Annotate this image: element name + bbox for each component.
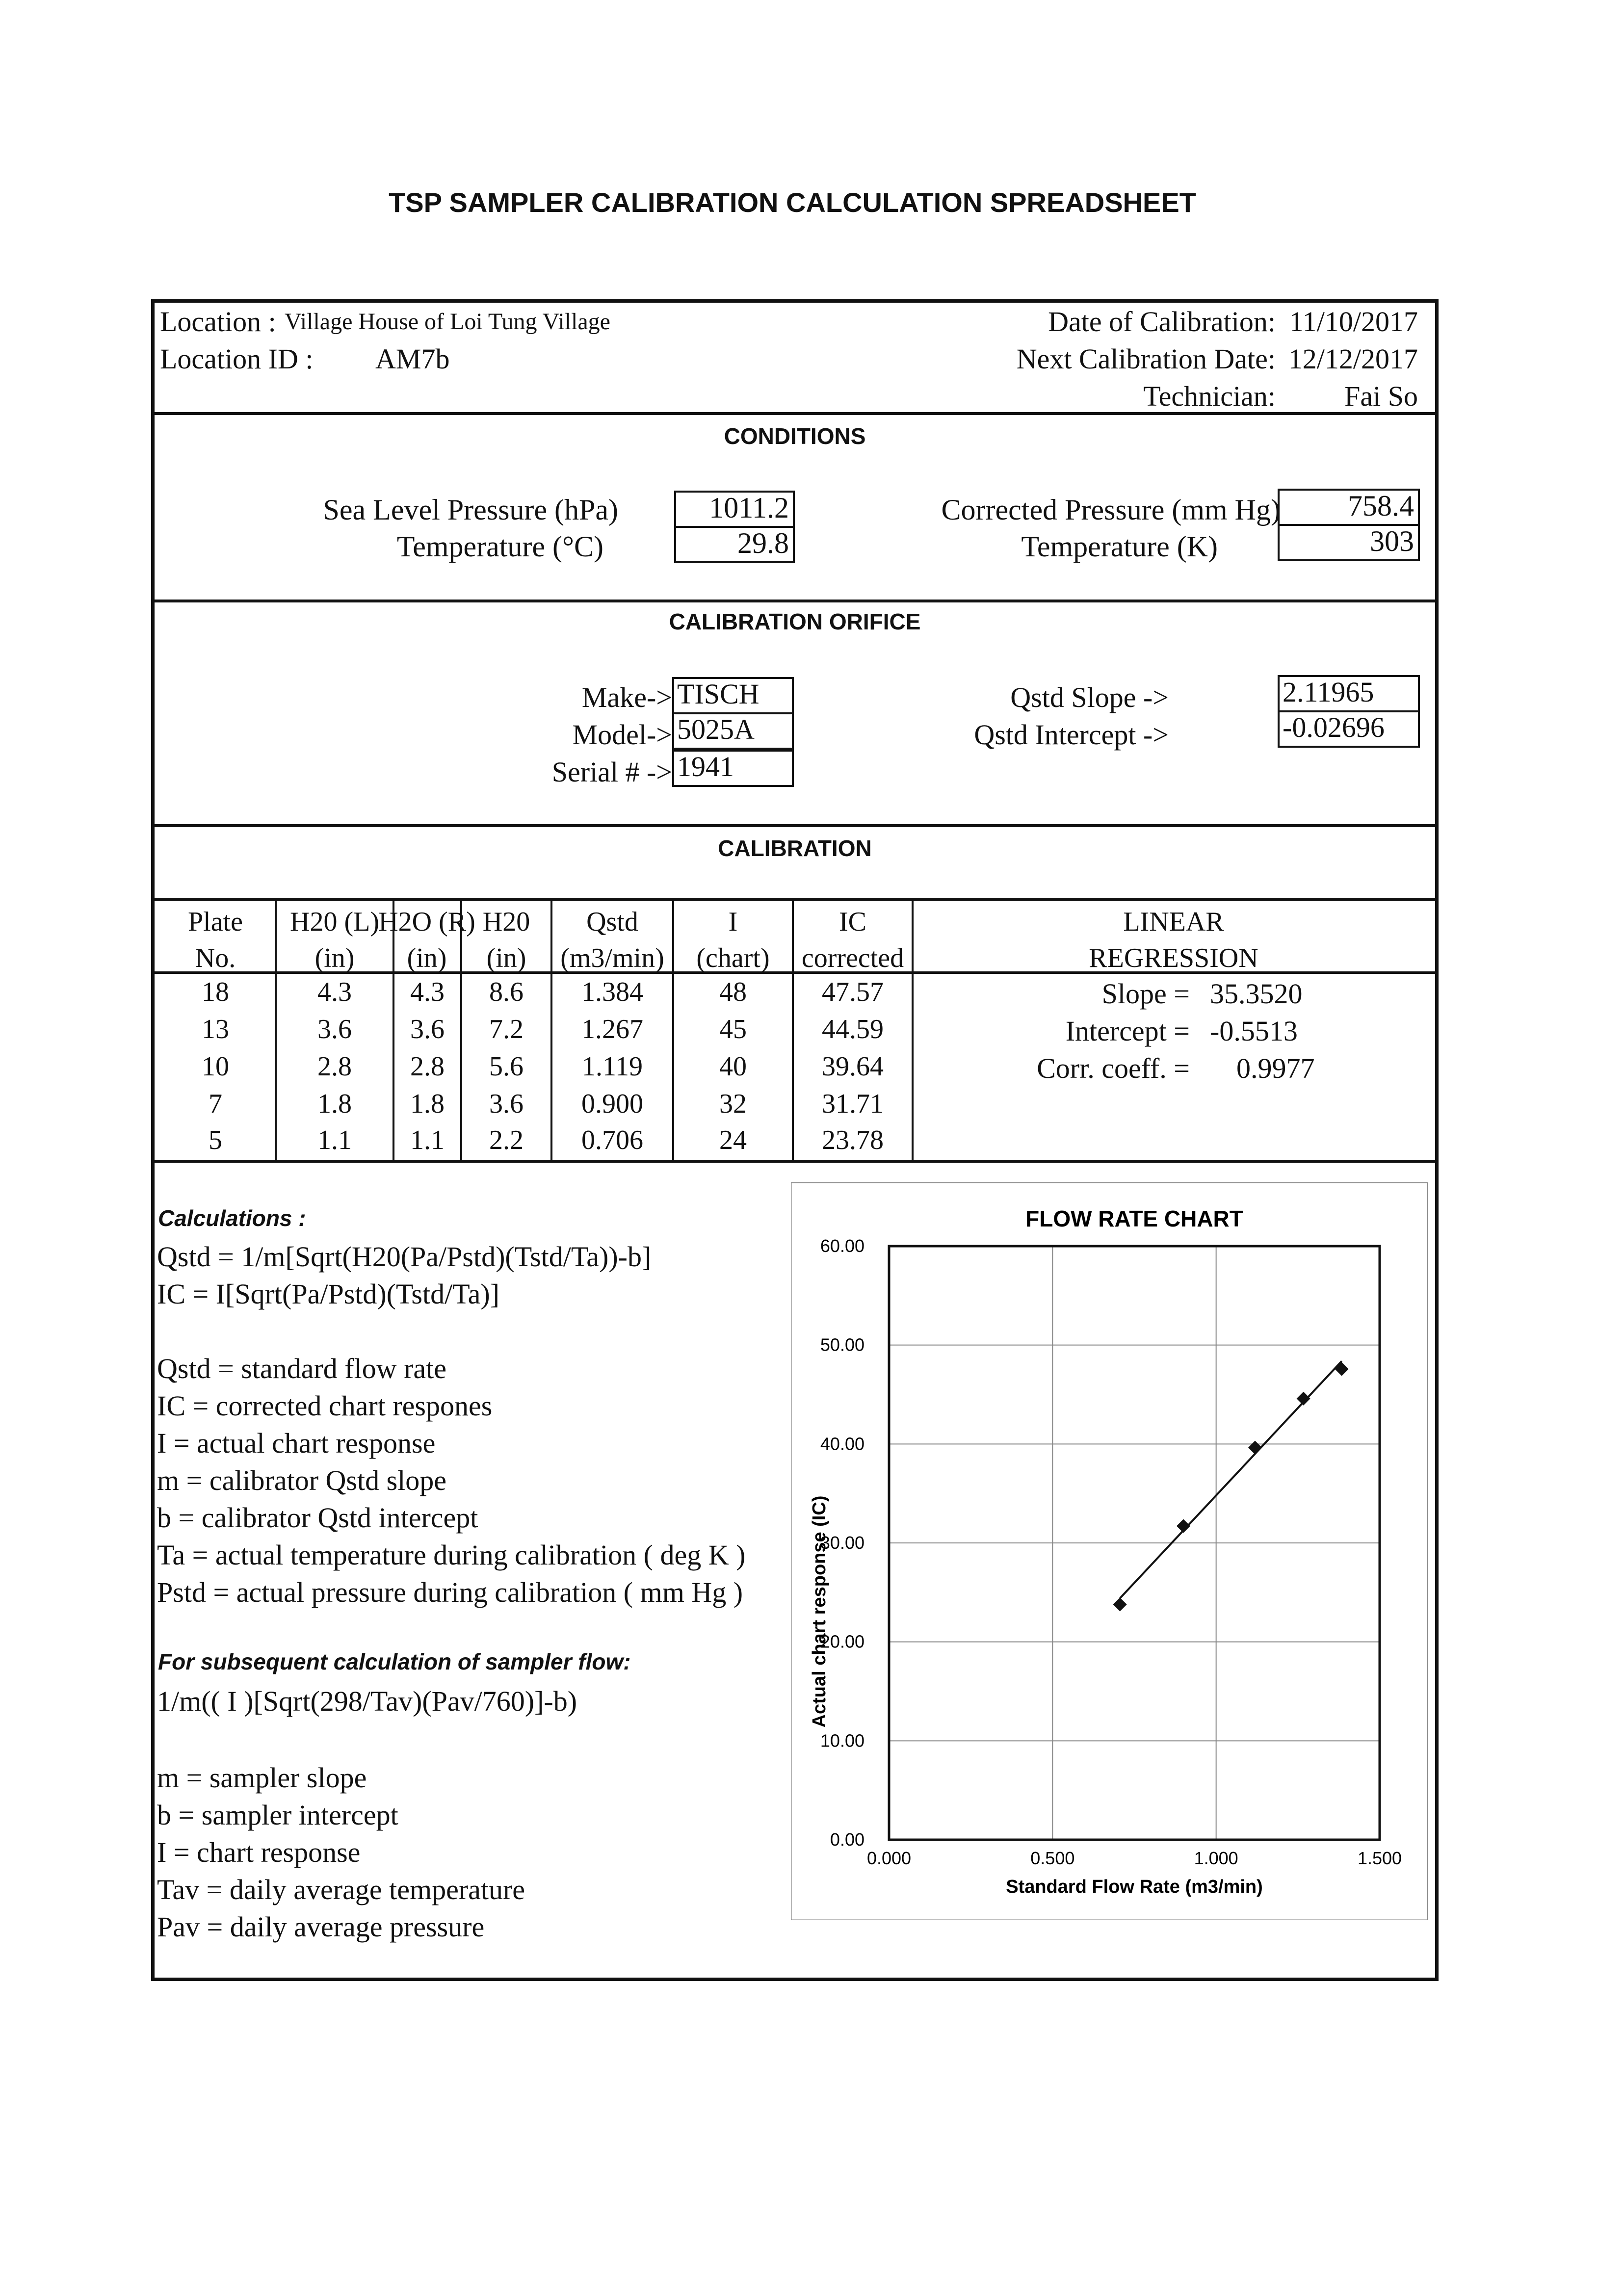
table-cell: 7.2 [489, 1014, 524, 1044]
column-header: IC corrected [801, 907, 904, 973]
table-cell: 2.8 [410, 1051, 445, 1082]
column-header: H2O (R) (in) [378, 907, 475, 973]
table-cell: 48 [719, 977, 747, 1007]
table-cell: 3.6 [317, 1014, 352, 1044]
y-tick-label: 60.00 [820, 1236, 864, 1256]
table-cell: 18 [202, 977, 229, 1007]
table-cell: 7 [209, 1089, 222, 1119]
definition-line: Pstd = actual pressure during calibration ( mm Hg ) [157, 1576, 743, 1608]
qstd-slope-label: Qstd Slope -> [1010, 681, 1169, 713]
qstd-intercept-label: Qstd Intercept -> [974, 719, 1169, 751]
temperature-k-label: Temperature (K) [1021, 530, 1218, 563]
table-row [0, 1014, 913, 1051]
sampler-flow-formula: 1/m(( I )[Sqrt(298/Tav)(Pav/760)]-b) [157, 1685, 577, 1717]
regression-header: LINEAR REGRESSION [1089, 907, 1258, 973]
next-calibration-label: Next Calibration Date: [1016, 343, 1276, 375]
definition-line: Tav = daily average temperature [157, 1874, 525, 1905]
conditions-heading: CONDITIONS [724, 423, 866, 449]
temperature-c-value: 29.8 [674, 526, 795, 563]
y-tick-label: 50.00 [820, 1334, 864, 1355]
technician-name: Fai So [1344, 380, 1418, 412]
table-cell: 10 [202, 1051, 229, 1082]
table-cell: 1.8 [317, 1089, 352, 1119]
location-label: Location : [160, 306, 276, 338]
table-cell: 5.6 [489, 1051, 524, 1082]
table-cell: 0.900 [581, 1089, 643, 1119]
definition-line: b = sampler intercept [157, 1799, 398, 1831]
divider [155, 824, 1435, 827]
column-header: Qstd (m3/min) [560, 907, 664, 973]
serial-value: 1941 [672, 750, 794, 787]
column-header: H20 (L) (in) [290, 907, 379, 973]
regression-slope-label: Slope = [1101, 978, 1190, 1010]
divider [155, 1160, 1435, 1163]
definition-line: Pav = daily average pressure [157, 1911, 485, 1943]
table-cell: 4.3 [317, 977, 352, 1007]
definition-line: m = calibrator Qstd slope [157, 1464, 447, 1496]
x-tick-label: 1.500 [1357, 1848, 1402, 1868]
definition-line: Ta = actual temperature during calibration ( deg K ) [157, 1539, 746, 1571]
x-axis-label: Standard Flow Rate (m3/min) [1006, 1877, 1263, 1897]
table-cell: 0.706 [581, 1125, 643, 1155]
table-cell: 1.119 [582, 1051, 643, 1082]
orifice-heading: CALIBRATION ORIFICE [669, 609, 921, 634]
formula-qstd: Qstd = 1/m[Sqrt(H20(Pa/Pstd)(Tstd/Ta))-b] [157, 1241, 652, 1273]
definition-line: I = actual chart response [157, 1427, 436, 1459]
definition-line: m = sampler slope [157, 1762, 367, 1794]
sampler-flow-heading: For subsequent calculation of sampler flow: [158, 1649, 631, 1674]
table-row [0, 1124, 913, 1160]
table-cell: 32 [719, 1089, 747, 1119]
calibration-date-label: Date of Calibration: [1048, 306, 1276, 338]
x-tick-label: 1.000 [1194, 1848, 1238, 1868]
table-cell: 2.2 [489, 1125, 524, 1155]
calculations-heading: Calculations : [158, 1205, 306, 1231]
y-tick-label: 10.00 [820, 1730, 864, 1751]
page-title: TSP SAMPLER CALIBRATION CALCULATION SPREADSHEET [389, 187, 1196, 218]
calibration-heading: CALIBRATION [718, 835, 872, 861]
location-value: Village House of Loi Tung Village [285, 309, 610, 335]
location-id-label: Location ID : [160, 343, 314, 375]
column-header: Plate No. [188, 907, 243, 973]
corrected-pressure-label: Corrected Pressure (mm Hg) [941, 494, 1281, 526]
table-cell: 39.64 [822, 1051, 884, 1082]
divider [155, 898, 1435, 901]
qstd-intercept-value: -0.02696 [1278, 710, 1420, 748]
regression-intercept: -0.5513 [1210, 1015, 1298, 1047]
make-label: Make-> [581, 681, 672, 713]
temperature-c-label: Temperature (°C) [396, 530, 603, 563]
table-row [0, 976, 913, 1014]
make-value: TISCH [672, 677, 794, 714]
sea-level-pressure-label: Sea Level Pressure (hPa) [323, 494, 618, 526]
table-cell: 45 [719, 1014, 747, 1044]
table-row [0, 1088, 913, 1125]
x-tick-label: 0.500 [1030, 1848, 1075, 1868]
model-value: 5025A [672, 712, 794, 750]
corrected-pressure-value: 758.4 [1278, 489, 1420, 526]
y-axis-label: Actual chart response (IC) [809, 1495, 830, 1728]
correlation-coefficient: 0.9977 [1236, 1052, 1315, 1084]
table-cell: 44.59 [822, 1014, 884, 1044]
table-cell: 31.71 [822, 1089, 884, 1119]
table-cell: 2.8 [317, 1051, 352, 1082]
y-tick-label: 0.00 [830, 1829, 864, 1850]
calibration-date: 11/10/2017 [1289, 306, 1418, 338]
divider [155, 412, 1435, 415]
table-cell: 3.6 [410, 1014, 445, 1044]
definition-line: IC = corrected chart respones [157, 1390, 493, 1422]
definition-line: I = chart response [157, 1836, 361, 1868]
regression-intercept-label: Intercept = [1065, 1015, 1190, 1047]
table-cell: 8.6 [489, 977, 524, 1007]
x-tick-label: 0.000 [866, 1848, 912, 1868]
qstd-slope-value: 2.11965 [1278, 675, 1420, 712]
y-tick-label: 20.00 [820, 1631, 864, 1652]
table-cell: 1.1 [317, 1125, 352, 1155]
table-cell: 23.78 [822, 1125, 884, 1155]
correlation-label: Corr. coeff. = [1037, 1052, 1190, 1084]
technician-label: Technician: [1143, 380, 1276, 412]
table-cell: 47.57 [822, 977, 884, 1007]
column-header: H20 (in) [482, 907, 530, 973]
divider [155, 600, 1435, 602]
regression-slope: 35.3520 [1210, 978, 1303, 1010]
table-cell: 5 [209, 1125, 222, 1155]
sea-level-pressure-value: 1011.2 [674, 491, 795, 528]
y-tick-label: 40.00 [820, 1434, 864, 1454]
definition-line: Qstd = standard flow rate [157, 1353, 446, 1384]
flow-rate-chart [791, 1182, 1428, 1920]
table-cell: 1.384 [581, 977, 643, 1007]
column-header: I (chart) [696, 907, 770, 973]
chart-canvas [791, 1182, 1428, 1920]
chart-border [791, 1182, 1428, 1920]
definition-line: b = calibrator Qstd intercept [157, 1502, 478, 1534]
table-row [0, 1051, 913, 1088]
chart-title: FLOW RATE CHART [1025, 1206, 1243, 1231]
y-tick-label: 30.00 [820, 1533, 864, 1553]
table-cell: 3.6 [489, 1089, 524, 1119]
serial-label: Serial # -> [551, 756, 672, 788]
table-cell: 13 [202, 1014, 229, 1044]
table-cell: 40 [719, 1051, 747, 1082]
table-cell: 1.1 [410, 1125, 445, 1155]
table-cell: 24 [719, 1125, 747, 1155]
table-cell: 1.8 [410, 1089, 445, 1119]
table-cell: 4.3 [410, 977, 445, 1007]
formula-ic: IC = I[Sqrt(Pa/Pstd)(Tstd/Ta)] [157, 1278, 499, 1310]
temperature-k-value: 303 [1278, 524, 1420, 561]
next-calibration-date: 12/12/2017 [1288, 343, 1418, 375]
table-cell: 1.267 [581, 1014, 643, 1044]
location-id-value: AM7b [375, 343, 450, 375]
model-label: Model-> [572, 719, 672, 751]
